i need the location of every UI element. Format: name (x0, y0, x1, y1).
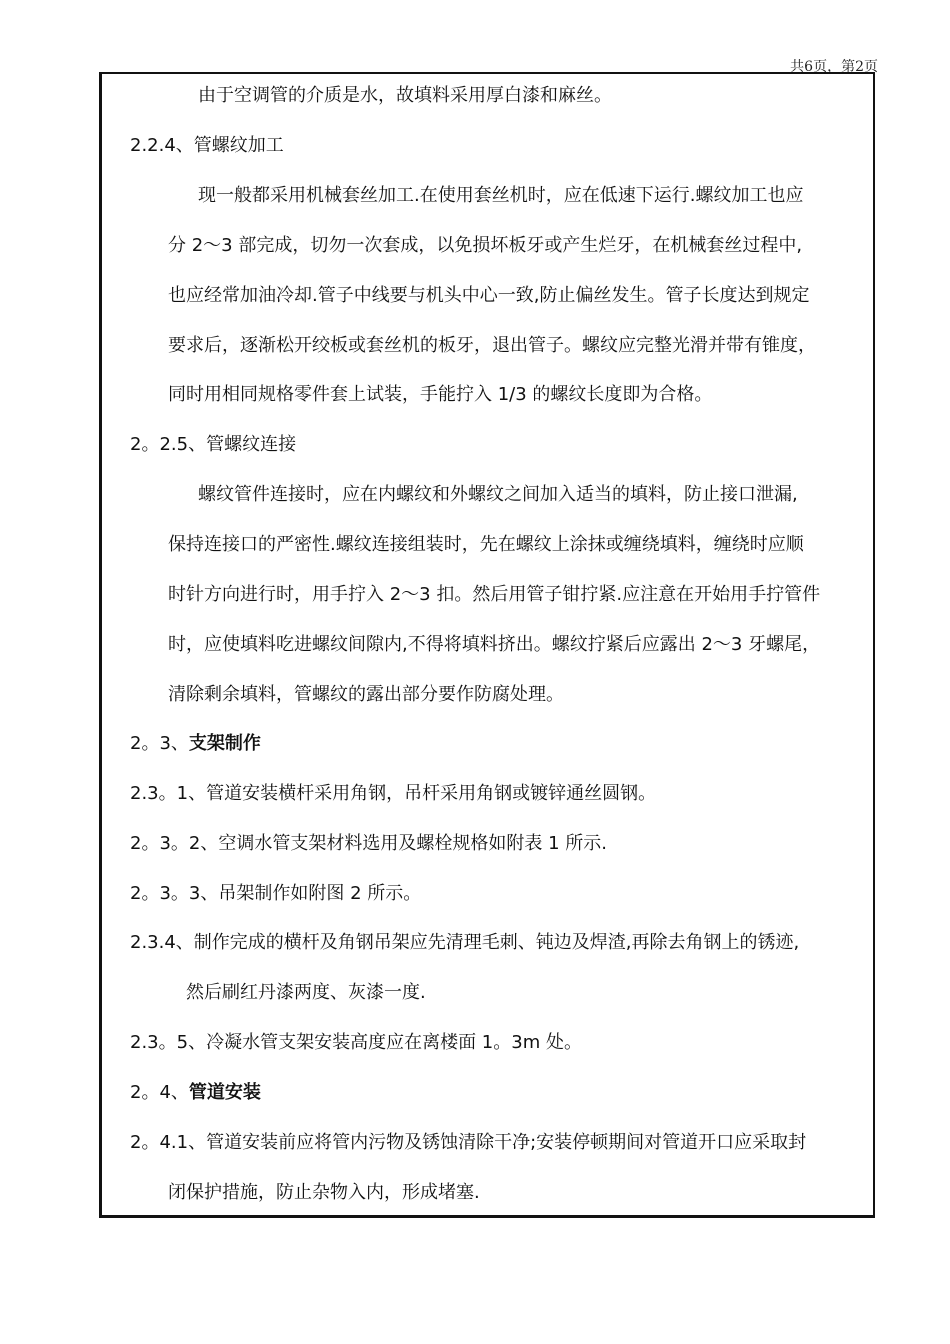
text-line: 也应经常加油冷却.管子中线要与机头中心一致,防止偏丝发生。管子长度达到规定 (168, 285, 810, 306)
section-number: 2。4、 (130, 1082, 189, 1103)
text-line: 螺纹管件连接时，应在内螺纹和外螺纹之间加入适当的填料，防止接口泄漏, (198, 484, 798, 505)
text-line: 由于空调管的介质是水，故填料采用厚白漆和麻丝。 (198, 85, 612, 106)
section-heading (130, 1082, 261, 1104)
text-line: 要求后，逐渐松开绞板或套丝机的板牙，退出管子。螺纹应完整光滑并带有锥度， (168, 335, 816, 356)
text-line: 清除剩余填料，管螺纹的露出部分要作防腐处理。 (168, 684, 564, 705)
text-line: 2。3。2、空调水管支架材料选用及螺栓规格如附表 1 所示. (130, 833, 607, 854)
section-number: 2。3、 (130, 733, 189, 754)
section-heading: 2。2.5、管螺纹连接 (130, 434, 297, 455)
section-title: 管道安装 (188, 1082, 261, 1103)
text-line: 时，应使填料吃进螺纹间隙内,不得将填料挤出。螺纹拧紧后应露出 2～3 牙螺尾， (168, 634, 821, 655)
section-title: 支架制作 (188, 733, 261, 754)
text-line: 2。3。3、吊架制作如附图 2 所示。 (130, 883, 422, 904)
text-line: 然后刷红丹漆两度、灰漆一度. (186, 982, 426, 1003)
text-line: 2.3。5、冷凝水管支架安装高度应在离楼面 1。3m 处。 (130, 1032, 582, 1053)
text-line: 2。4.1、管道安装前应将管内污物及锈蚀清除干净;安装停顿期间对管道开口应采取封 (130, 1132, 807, 1153)
section-heading (130, 733, 261, 755)
text-line: 分 2～3 部完成，切勿一次套成，以免损坏板牙或产生烂牙，在机械套丝过程中, (168, 235, 803, 256)
text-line: 2.3。1、管道安装横杆采用角钢，吊杆采用角钢或镀锌通丝圆钢。 (130, 783, 657, 804)
page-number: 共6页，第2页 (790, 59, 878, 75)
text-line: 现一般都采用机械套丝加工.在使用套丝机时，应在低速下运行.螺纹加工也应 (198, 185, 804, 206)
text-line: 同时用相同规格零件套上试装，手能拧入 1/3 的螺纹长度即为合格。 (168, 384, 713, 405)
text-line: 2.3.4、制作完成的横杆及角钢吊架应先清理毛刺、钝边及焊渣,再除去角钢上的锈迹, (130, 932, 800, 953)
section-heading: 2.2.4、管螺纹加工 (130, 135, 284, 156)
text-line: 闭保护措施，防止杂物入内，形成堵塞. (168, 1182, 480, 1203)
text-line: 保持连接口的严密性.螺纹连接组装时，先在螺纹上涂抹或缠绕填料，缠绕时应顺 (168, 534, 804, 555)
text-line: 时针方向进行时，用手拧入 2～3 扣。然后用管子钳拧紧.应注意在开始用手拧管件 (168, 584, 821, 605)
